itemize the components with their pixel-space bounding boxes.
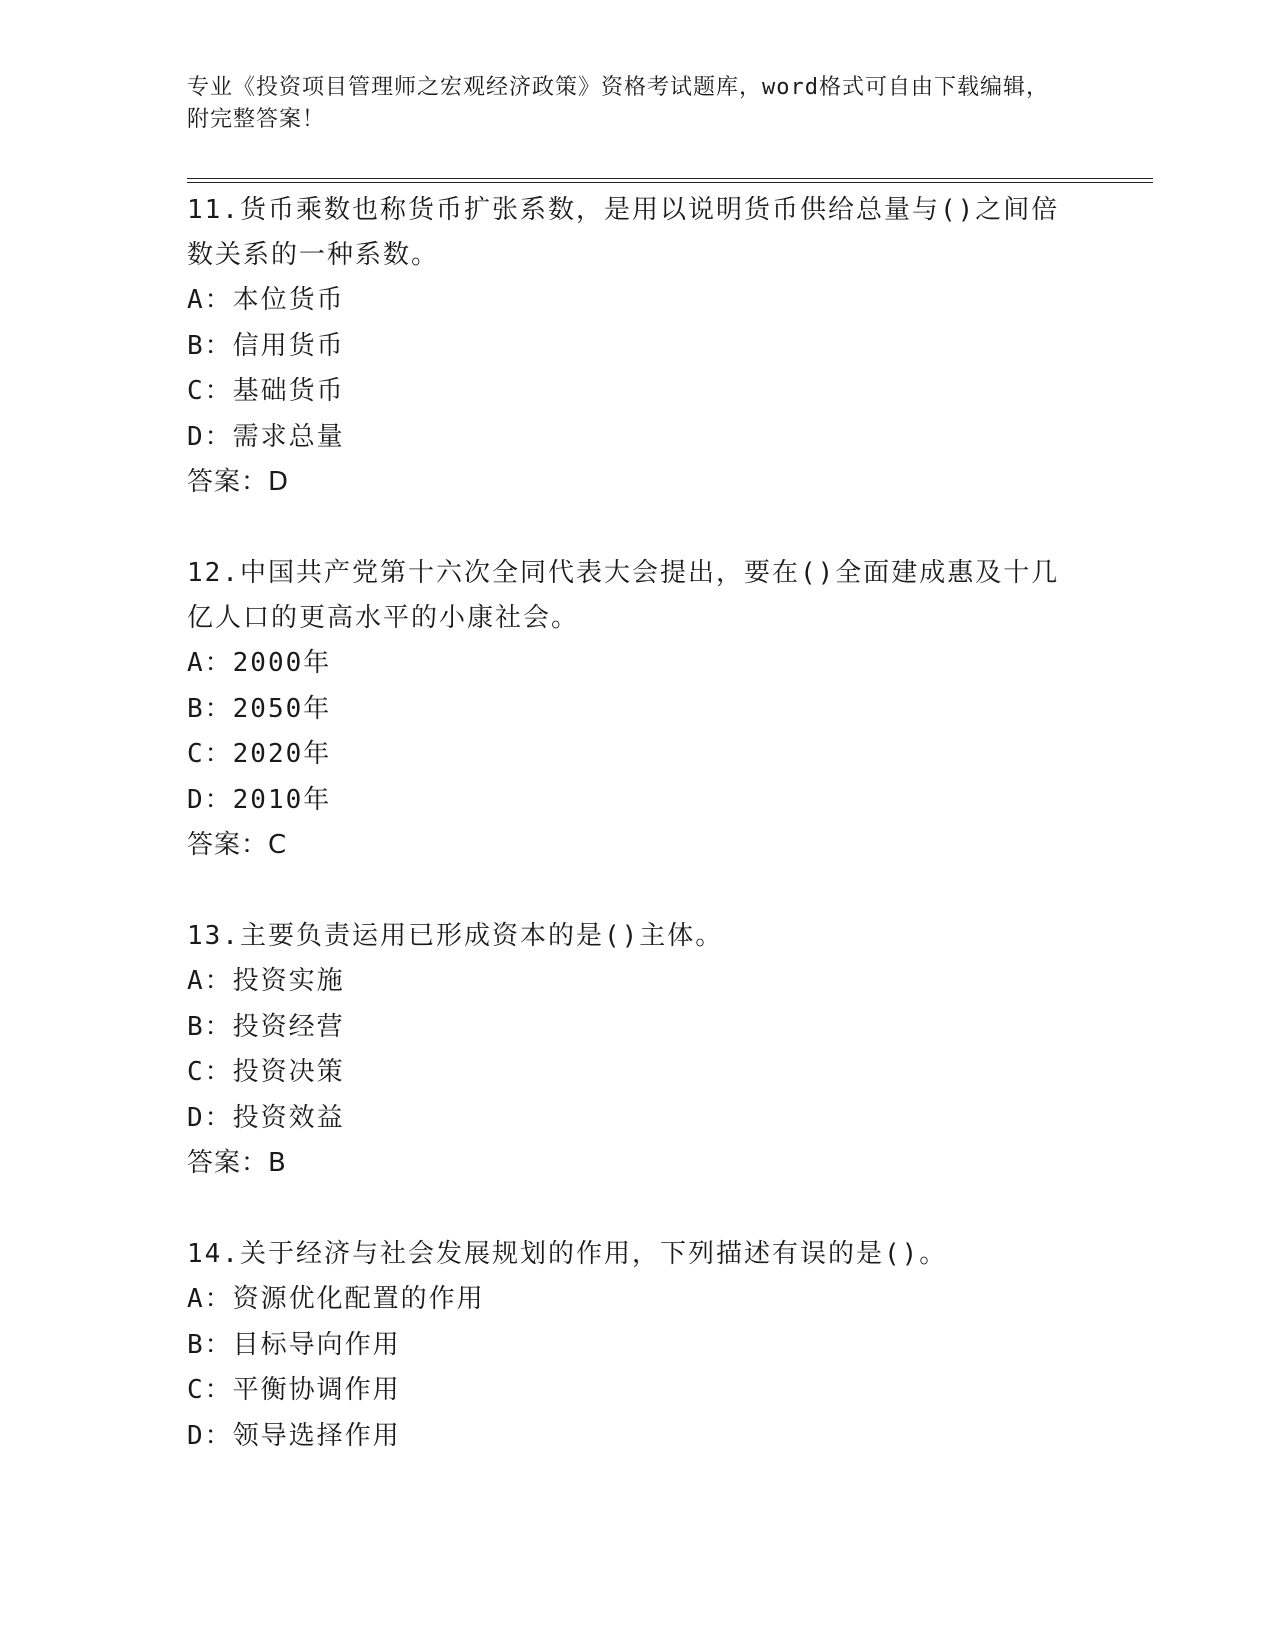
option-b: B：目标导向作用 — [187, 1329, 401, 1360]
question-12 — [187, 551, 1087, 868]
option-list — [187, 641, 1087, 823]
question-list — [187, 188, 1087, 1505]
document-header: 专业《投资项目管理师之宏观经济政策》资格考试题库，word格式可自由下载编辑，附完整答案！ — [187, 75, 1049, 132]
question-stem: 14.关于经济与社会发展规划的作用，下列描述有误的是()。 — [187, 1239, 948, 1269]
question-13 — [187, 914, 1087, 1186]
header-divider-top — [187, 178, 1153, 179]
option-b: B：投资经营 — [187, 1011, 345, 1042]
option-d: D：2010年 — [187, 784, 332, 815]
option-list — [187, 1277, 1087, 1459]
option-c: C：投资决策 — [187, 1057, 345, 1087]
question-answer: 答案：B — [187, 1148, 287, 1178]
option-b: B：信用货币 — [187, 330, 345, 361]
question-answer: 答案：C — [187, 830, 288, 860]
option-d: D：投资效益 — [187, 1102, 345, 1133]
question-14 — [187, 1232, 1087, 1459]
option-d: D：需求总量 — [187, 421, 345, 452]
option-b: B：2050年 — [187, 693, 332, 724]
option-c: C：基础货币 — [187, 376, 345, 406]
question-stem: 11.货币乘数也称货币扩张系数，是用以说明货币供给总量与()之间倍数关系的一种系数。 — [187, 195, 1060, 270]
option-c: C：平衡协调作用 — [187, 1375, 401, 1405]
question-answer: 答案：D — [187, 467, 290, 497]
option-a: A：2000年 — [187, 648, 332, 678]
question-stem: 13.主要负责运用已形成资本的是()主体。 — [187, 921, 724, 951]
header-divider-bottom — [187, 182, 1153, 183]
question-11 — [187, 188, 1087, 505]
option-c: C：2020年 — [187, 739, 332, 769]
option-a: A：本位货币 — [187, 285, 345, 315]
option-a: A：投资实施 — [187, 966, 345, 996]
option-d: D：领导选择作用 — [187, 1420, 401, 1451]
question-stem: 12.中国共产党第十六次全同代表大会提出，要在()全面建成惠及十几亿人口的更高水平的小康社会。 — [187, 558, 1060, 633]
option-list — [187, 959, 1087, 1141]
option-a: A：资源优化配置的作用 — [187, 1284, 485, 1314]
option-list — [187, 278, 1087, 460]
